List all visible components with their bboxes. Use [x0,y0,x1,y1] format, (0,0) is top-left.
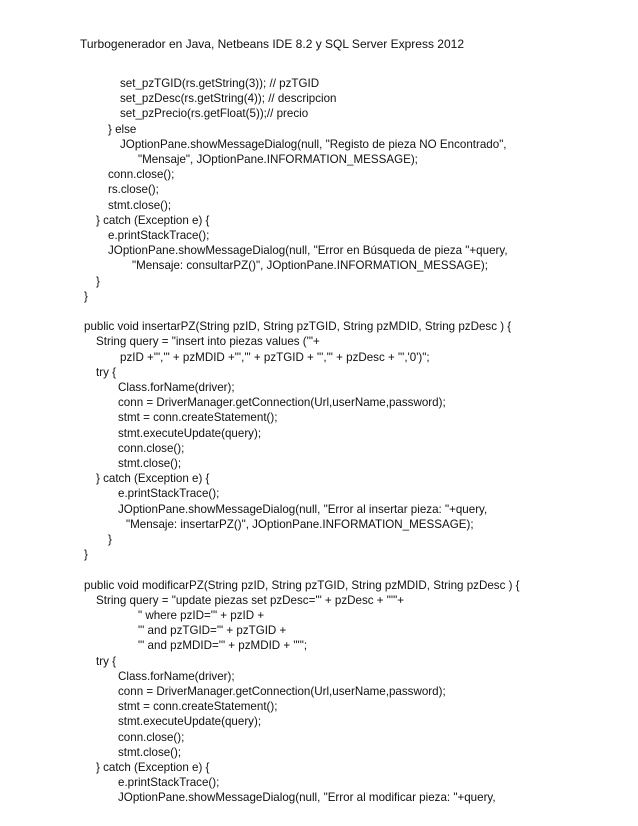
code-line: try { [96,365,116,379]
code-line: set_pzDesc(rs.getString(4)); // descripcion [120,92,337,106]
code-line: } catch (Exception e) { [96,213,210,227]
code-line: } [84,289,88,303]
code-line: conn.close(); [118,441,185,455]
code-line: String query = "update piezas set pzDesc='" + pzDesc + "'"+ [96,593,404,607]
code-line: public void insertarPZ(String pzID, String pzTGID, String pzMDID, String pzDesc ) { [84,320,512,334]
code-line: rs.close(); [108,183,159,197]
code-line: e.printStackTrace(); [118,487,220,501]
code-line: } catch (Exception e) { [96,761,210,774]
code-line: set_pzPrecio(rs.getFloat(5));// precio [120,107,309,121]
page-header-title: Turbogenerador en Java, Netbeans IDE 8.2 y SQL Server Express 2012 [80,37,464,51]
code-line: "Mensaje", JOptionPane.INFORMATION_MESSAGE); [138,153,418,166]
code-line: JOptionPane.showMessageDialog(null, "Error al insertar pieza: "+query, [118,502,488,516]
code-line: conn = DriverManager.getConnection(Url,userName,password); [118,396,446,410]
code-line: "Mensaje: insertarPZ()", JOptionPane.INFORMATION_MESSAGE); [126,517,474,531]
code-line: set_pzTGID(rs.getString(3)); // pzTGID [120,77,320,90]
code-line: } else [108,122,137,136]
code-line: Class.forName(driver); [118,381,235,394]
code-line: stmt.executeUpdate(query); [118,426,262,440]
code-line: } [96,274,100,288]
code-line: Class.forName(driver); [118,669,235,683]
code-line: String query = "insert into piezas values ('"+ [96,335,320,349]
code-line: JOptionPane.showMessageDialog(null, "Error al modificar pieza: "+query, [118,791,496,805]
code-line: conn.close(); [118,730,185,744]
code-line: conn = DriverManager.getConnection(Url,userName,password); [118,685,446,698]
code-line: conn.close(); [108,168,175,182]
code-line: stmt = conn.createStatement(); [118,411,278,425]
code-line: "' and pzTGID='" + pzTGID + [138,624,287,638]
code-line: pzID +"','" + pzMDID +"','" + pzTGID + "','" + pzDesc + "','0')"; [120,350,430,364]
code-line: e.printStackTrace(); [118,776,220,790]
code-line: } catch (Exception e) { [96,472,210,486]
code-line: stmt = conn.createStatement(); [118,700,278,714]
code-line: stmt.close(); [118,457,182,470]
code-line: } [108,533,112,546]
code-line: "' and pzMDID='" + pzMDID + "'"; [138,639,308,653]
code-line: stmt.close(); [118,745,182,759]
code-line: JOptionPane.showMessageDialog(null, "Error en Búsqueda de pieza "+query, [108,244,508,258]
code-line: " where pzID='" + pzID + [138,609,265,622]
code-line: try { [96,654,116,668]
code-line: } [84,548,88,562]
code-line: e.printStackTrace(); [108,229,210,242]
code-line: stmt.close(); [108,198,172,212]
code-line: stmt.executeUpdate(query); [118,715,262,729]
code-line: JOptionPane.showMessageDialog(null, "Registo de pieza NO Encontrado", [120,137,507,151]
code-line: public void modificarPZ(String pzID, String pzTGID, String pzMDID, String pzDesc ) { [84,578,520,592]
code-line: "Mensaje: consultarPZ()", JOptionPane.INFORMATION_MESSAGE); [132,259,488,273]
